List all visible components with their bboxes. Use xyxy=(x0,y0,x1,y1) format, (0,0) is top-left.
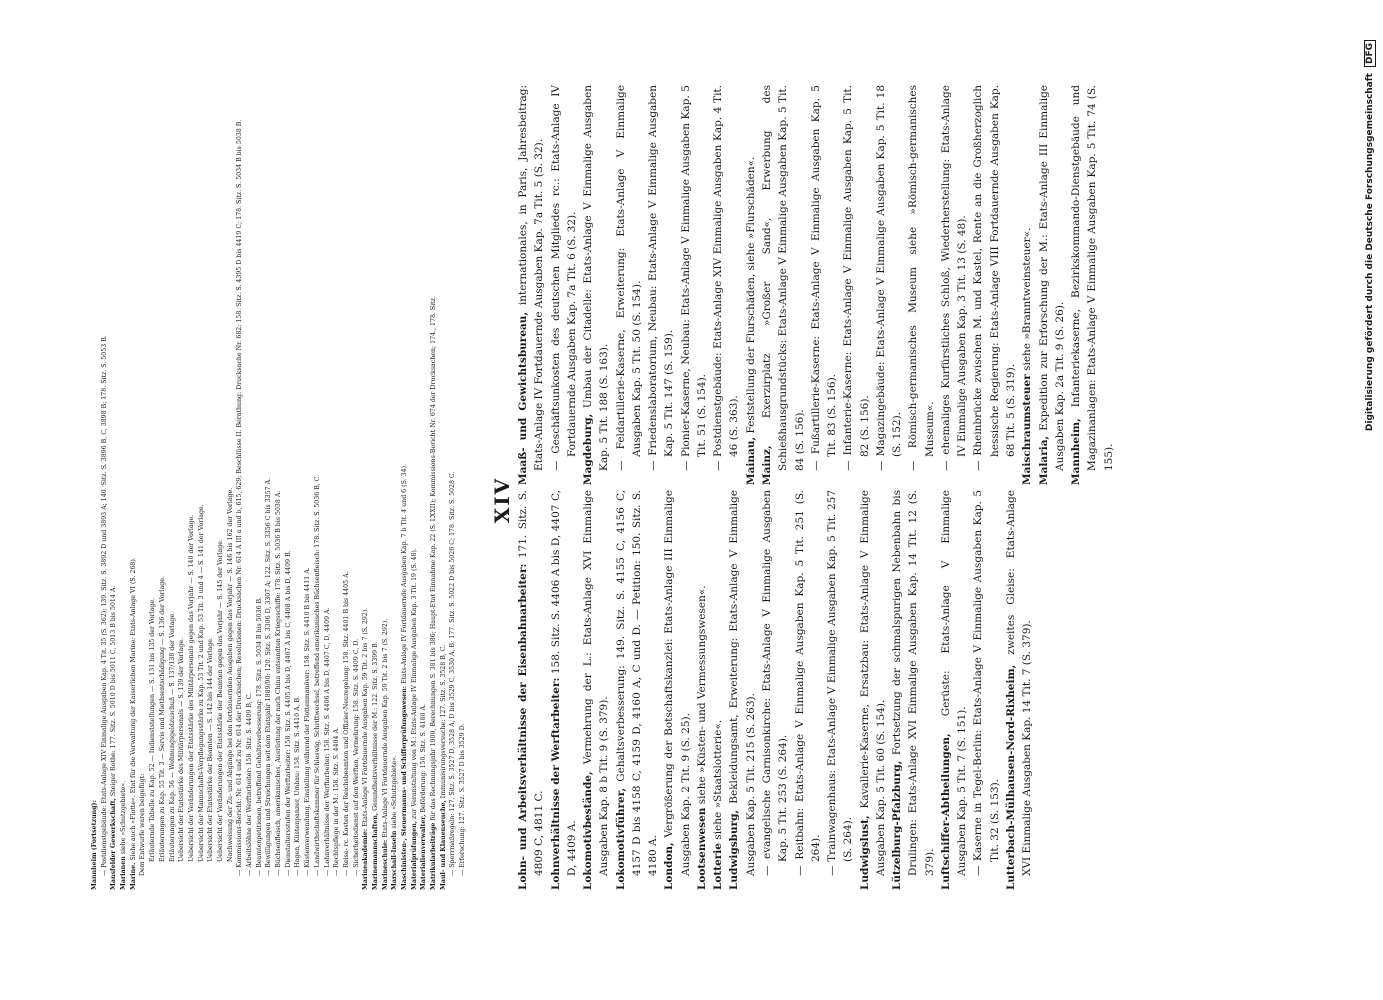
entry-text: — Sperrmaßregeln: 127. Sitz. S. 3527 D, 3528 A, D bis 3529 C, 3530 A, B; 177. Sitz. S. 5022 D bis 5026 C; 178. Sitz. S. 5028 C. xyxy=(449,471,457,876)
digitization-footer xyxy=(1360,0,1380,1000)
entry-text: Siehe auch »Flotte«. Etat für die Verwaltung der Kaiserlichen Marine: Etats-Anlage VI (S. 268). xyxy=(129,557,137,863)
entry-keyword: Luftschiffer-Abtheilungen, xyxy=(939,733,952,890)
entry-text: Vermehrung der L.: Etats-Anlage XVI Einmalige Ausgaben Kap. 8 b Tit. 9 (S. 379). xyxy=(582,490,611,876)
entry-keyword: Lützelburg-Pfalzburg, xyxy=(891,760,904,890)
entry-keyword: Marschall-Inseln xyxy=(391,830,399,890)
entry-text: — ehemaliges Kurfürstliches Schloß, Wiederherstellung: Etats-Anlage IV Einmalige Ausgaben Kap. 3 Tit. 13 (S. 48). xyxy=(939,85,969,471)
entry-text: — Kommissions-Bericht: Nr. 614 und zu Nr. 614 der Drucksachen; Resolutionen: Drucksachen Nr. 614 A III a und b, 615, 629; Beschlüsse II. Berathung: Drucksache Nr. 682; 158. Sitz. S. 4395 D bis 4419 C; 178. Sitz. S. 5034 B bis 5038 B. xyxy=(236,119,244,876)
index-entry xyxy=(410,80,420,890)
entry-keyword: Maul- und Klauenseuche, xyxy=(439,800,447,890)
entry-keyword: Lohnverhältnisse der Werftarbeiter: xyxy=(549,677,562,890)
entry-keyword: Lotterie xyxy=(712,843,725,890)
entry-text: — Büchsenfleisch, amerikanisches, Ausrüstung der nach China entsandten Kriegsschiffe: 178. Sitz. S. 5036 B bis 5038 A. xyxy=(275,490,283,876)
entry-keyword: Marineschule: xyxy=(381,839,389,890)
index-entry xyxy=(429,80,439,890)
entry-text: Umbau der Citadelle: Etats-Anlage V Einmalige Ausgaben Kap. 5 Tit. 188 (S. 163). xyxy=(582,85,611,471)
index-entry xyxy=(303,80,313,890)
entry-text: — Infanterie-Kaserne: Etats-Anlage V Einmalige Ausgaben Kap. 5 Tit. 82 (S. 156). xyxy=(842,85,871,471)
entry-text: Gehaltsverbesserung: 149. Sitz. S. 4155 C, 4156 C, 4157 D bis 4158 C, 4159 D, 4160 A, C und D. — Petition: 150. Sitz. S. 4180 A. xyxy=(614,490,660,876)
entry-text: — Sicherheitsdienst auf den Werften, Vermehrung: 158. Sitz. S. 4409 C, D. xyxy=(352,638,360,876)
index-column-mannheim-marine-entries xyxy=(90,80,468,890)
index-entry xyxy=(759,85,808,485)
index-entry xyxy=(390,80,400,890)
index-entry xyxy=(235,80,245,890)
entry-text: Exerzirplatz »Großer Sand«, Erwerbung des Schießhausgrundstücks: Etats-Anlage V Einmalige Ausgaben Kap. 5 Tit. 84 (S. 156). xyxy=(760,85,806,471)
entry-text: siehe »Branntweinsteuer«. xyxy=(1021,227,1034,375)
index-entry xyxy=(293,80,303,890)
index-entry xyxy=(613,490,662,890)
entry-keyword: Maschinisten-, Steuermanns- und Schifferprüfungswesen: xyxy=(401,685,408,890)
entry-keyword: Lootsenwesen xyxy=(695,807,708,890)
index-entry xyxy=(873,85,906,485)
index-entry xyxy=(759,490,792,890)
index-entry xyxy=(661,490,694,890)
index-column-l-entries xyxy=(515,490,1036,890)
index-entry xyxy=(226,80,236,890)
entry-text: — Feldartillerie-Kaserne, Erweiterung: Etats-Anlage V Einmalige Ausgaben Kap. 5 Tit. 50 (S. 154). xyxy=(614,85,643,471)
entry-text: — Reitbahn: Etats-Anlage V Einmalige Ausgaben Kap. 5 Tit. 251 (S. 264). xyxy=(793,490,822,876)
index-entry xyxy=(970,85,1019,485)
entry-text: Erläuterungen zu Kap. 56 — Wohnungsgeldzuschuß — S. 137/138 der Vorlage. xyxy=(168,611,176,862)
entry-keyword: Marinemannschaften, xyxy=(371,812,379,890)
index-entry xyxy=(1036,85,1069,485)
index-entry xyxy=(905,85,938,485)
index-entry xyxy=(352,80,362,890)
entry-text: Infanteriekaserne, Bezirkskommando-Dienstgebäude und Magazinanlagen: Etats-Anlage V Einmalige Ausgaben Kap. 5 Tit. 74 (S. 155). xyxy=(1070,85,1115,471)
index-entry xyxy=(313,80,323,890)
entry-text: — Römisch-germanisches Museum siehe »Römisch-germanisches Museum«. xyxy=(907,85,936,471)
index-entry xyxy=(400,80,410,890)
index-entry xyxy=(197,80,207,890)
entry-text: Etats-Anlage VI Fortdauernde Ausgaben Kap. 59 Tit. 2 bis 7 (S. 292). xyxy=(381,618,389,840)
entry-text: — Kaserne in Tegel-Berlin: Etats-Anlage V Einmalige Ausgaben Kap. 5 Tit. 32 (S. 153). xyxy=(972,490,1001,876)
index-entry xyxy=(743,85,759,485)
index-entry xyxy=(710,490,726,890)
index-entry xyxy=(889,490,938,890)
index-entry xyxy=(109,80,119,890)
entry-text: Uebersicht der Veränderungen der Etatsstärke des Militärpersonals gegen das Vorjahr — S. 140 der Vorlage. xyxy=(187,514,195,862)
entry-keyword: Lohn- und Arbeitsverhältnisse der Eisenbahnarbeiter: xyxy=(517,563,529,890)
entry-keyword: Ludwigslust, xyxy=(858,815,871,890)
index-entry xyxy=(439,80,449,890)
index-entry xyxy=(792,490,825,890)
entry-keyword: Materialienverwalter, xyxy=(420,814,428,890)
entry-text: Erläuterungen zu Kap. 55 Tit. 3 — Servis und Miethsentschädigung — S. 136 der Vorlage. xyxy=(158,576,166,862)
entry-keyword: London, xyxy=(663,842,676,890)
index-entry xyxy=(580,85,613,485)
footer-text: Digitalisierung gefördert durch die Deutsche Forschungsgemeinschaft xyxy=(1365,73,1375,432)
index-entry xyxy=(515,490,548,890)
entry-keyword: Lutterbach-Mülhausen-Nord-Rixheim, xyxy=(1004,664,1017,890)
index-entry xyxy=(187,80,197,890)
index-entry xyxy=(515,85,548,485)
index-entry xyxy=(1003,490,1036,890)
index-entry xyxy=(808,85,841,485)
index-entry xyxy=(645,85,678,485)
entry-text: siehe »Staatslotterie«. xyxy=(712,719,725,844)
index-entry xyxy=(168,80,178,890)
index-entry xyxy=(216,80,226,890)
entry-text: Gesundheitsverhältnisse der M.: 122. Sitz. S. 3399 B. xyxy=(371,641,379,813)
entry-text: — Pionier-Kaserne, Neubau: Etats-Anlage V Einmalige Ausgaben Kap. 5 Tit. 51 (S. 154). xyxy=(679,85,708,471)
entry-text: — Dienstaltersstufen der Werftarbeiter: 158. Sitz. S. 4405 A bis D, 4407 A bis C, 4408 A bis D, 4409 B. xyxy=(284,550,292,876)
entry-text: Immunisirungsversuche: 127. Sitz. S. 3528 B, C. xyxy=(439,644,447,801)
entry-keyword: Lokomotivbestände, xyxy=(582,771,595,890)
index-entry xyxy=(613,85,646,485)
entry-keyword: Mainau, xyxy=(744,436,757,485)
entry-text: — Hagen, Küstenpanzer, Umbau: 158. Sitz. S. 4410 A, B. xyxy=(294,695,302,876)
entry-text: — Magazingebäude: Etats-Anlage V Einmalige Ausgaben Kap. 5 Tit. 18 (S. 152). xyxy=(874,85,904,471)
index-entry xyxy=(90,80,100,890)
index-entry xyxy=(694,490,710,890)
entry-keyword: Maischraumsteuer xyxy=(1021,374,1034,485)
index-entry xyxy=(1019,85,1035,485)
entry-text: für das Rechnungsjahr 1900, Berechnungen S. 381 bis 386; Haupt-Etat Einnahme Kap. 22 (S. LXXII); Kommissions-Bericht Nr. 674 der Drucksachen; 174., 178. Sitz. xyxy=(430,296,438,823)
index-entry xyxy=(148,80,158,890)
index-entry xyxy=(580,490,613,890)
entry-text: zweites Gleise: Etats-Anlage XVI Einmalige Ausgaben Kap. 14 Tit. 7 (S. 379). xyxy=(1004,490,1034,876)
index-column-m-entries xyxy=(515,85,1117,485)
index-entry xyxy=(332,80,342,890)
entry-keyword: Matrikularbeiträge xyxy=(430,822,438,890)
entry-keyword: Marine. xyxy=(129,862,137,890)
entry-text: Etats-Anlage VI Fortdauernde Ausgaben Kap. 59 Tit. 2 bis 7 (S. 292). xyxy=(362,607,370,829)
entry-text: Beförderung: 150. Sitz. S. 4180 A. xyxy=(420,704,428,815)
index-entry xyxy=(274,80,284,890)
entry-text: — evangelische Garnisonkirche: Etats-Anlage V Einmalige Ausgaben Kap. 5 Tit. 253 (S. 264). xyxy=(760,490,790,876)
index-entry xyxy=(361,80,371,890)
index-entry xyxy=(970,490,1003,890)
entry-keyword: Materialprüfungen, xyxy=(410,821,418,890)
entry-text: — Geschäftsunkosten des deutschen Mitgliedes rc.: Etats-Anlage IV Fortdauernde Ausgaben Kap. 7a Tit. 6 (S. 32). xyxy=(549,85,578,471)
entry-keyword: Mannheim (Fortsetzung): xyxy=(91,800,98,890)
entry-text: — Beamtenpetitionen, betreffend Gehaltsverbesserung: 178. Sitz. S. 5034 B bis 5036 B. xyxy=(255,596,263,876)
entry-text: — Fußartillerie-Kaserne: Etats-Anlage V Einmalige Ausgaben Kap. 5 Tit. 83 (S. 156). xyxy=(809,85,839,471)
entry-text: Uebersicht der Etatsstärke des Militärpersonals — S. 139 der Vorlage. xyxy=(178,637,186,862)
entry-text: — Postdienstgebäude: Etats-Anlage XIV Einmalige Ausgaben Kap. 4 Tit. 46 (S. 363). xyxy=(712,85,741,471)
index-entry xyxy=(284,80,294,890)
index-entry xyxy=(857,490,890,890)
index-entry xyxy=(938,85,971,485)
entry-text: Dem Entwurfe waren beigefügt: xyxy=(139,773,147,876)
index-entry xyxy=(100,80,110,890)
index-entry xyxy=(678,85,711,485)
entry-text: — Rechtspflege in der M.: 158. Sitz. S. 4404 A. xyxy=(333,727,341,876)
index-entry xyxy=(938,490,971,890)
index-entry xyxy=(138,80,148,890)
entry-text: internationales, in Paris, Jahresbeitrag: Etats-Anlage IV Fortdauernde Ausgaben Kap. 7a Tit. 5 (S. 32). xyxy=(517,85,546,471)
index-entry xyxy=(245,80,255,890)
entry-text: — Lohnverhältnisse der Werftarbeiter: 158. Sitz. S. 4406 A bis D, 4407 C, D, 4409 A. xyxy=(323,607,331,876)
index-entry xyxy=(323,80,333,890)
entry-text: Vergrößerung der Botschaftskanzlei: Etats-Anlage III Einmalige Ausgaben Kap. 2 Tit. 9 (S. 25). xyxy=(663,490,692,876)
entry-text: — Küstenverwendung, Einstellung während der Flottenmanöver: 158. Sitz. S. 4410 B bis 4411 A. xyxy=(304,567,312,876)
entry-keyword: Marineakademie: xyxy=(362,828,370,890)
entry-text: — Reise- rc. Kosten der Reichsbeamten und Offizier-Neuregelung: 158. Sitz. 4401 B bis 4405 A. xyxy=(342,571,350,876)
entry-keyword: Lokomotivführer, xyxy=(614,787,627,890)
index-entry xyxy=(371,80,381,890)
index-entry xyxy=(840,85,873,485)
index-entry xyxy=(342,80,352,890)
index-entry xyxy=(119,80,129,890)
index-entry xyxy=(158,80,168,890)
entry-text: — Arbeitslöhne der Werftarbeiter: 158. Sitz. S. 4409 B, C. xyxy=(246,692,253,876)
entry-text: Erläuternde Tabelle zu Kap. 52 — Indienststellungen — S. 131 bis 135 der Vorlage. xyxy=(149,597,157,862)
index-entry xyxy=(548,490,581,890)
entry-keyword: Marianen xyxy=(120,856,128,890)
entry-text: Uebersicht der Veränderungen der Etatsstärke der Beamten gegen das Vorjahr — S. 145 der Vorlage. xyxy=(216,539,224,862)
index-entry xyxy=(419,80,429,890)
index-entry xyxy=(458,80,468,890)
entry-text: — Bewilligungen und Streichungen seit dem Etatsjahr 1889/90: 120. Sitz. S. 3306 D, 3307 A; 122. Sitz. S. 3356 C bis 3357 A. xyxy=(265,477,273,876)
entry-text: Uebersicht der Etatsstärke der Beamten — S. 142 bis 144 der Vorlage. xyxy=(207,637,215,862)
entry-text: Fortsetzung der schmalspurigen Nebenbahn bis Drulingen: Etats-Anlage XVI Einmalige Ausgaben Kap. 14 Tit. 12 (S. 379). xyxy=(891,490,936,876)
entry-text: — Friedenslaboratorium, Neubau: Etats-Anlage V Einmalige Ausgaben Kap. 5 Tit. 147 (S. 159). xyxy=(647,85,676,471)
index-entry xyxy=(206,80,216,890)
entry-keyword: Mainz, xyxy=(760,445,773,485)
entry-text: Expedition zur Erforschung der M.: Etats-Anlage III Einmalige Ausgaben Kap. 2a Tit. 9 (S. 26). xyxy=(1037,85,1066,471)
entry-text: — Erforschung: 127. Sitz. S. 3527 D bis 3529 D. xyxy=(459,723,467,876)
entry-text: — Rheinbrücke zwischen M. und Kastel, Rente an die Großherzoglich hessische Regierung: Etats-Anlage VIII Fortdauernde Ausgaben Kap. 68 Tit. 5 (S. 319). xyxy=(972,85,1017,471)
entry-keyword: Mansfelder Gewerkschaft, xyxy=(110,798,118,890)
entry-text: Feststellung der Flurschäden, siehe »Flurschäden«. xyxy=(744,156,757,437)
entry-text: — Postdienstgebäude: Etats-Anlage XIV Einmalige Ausgaben Kap. 4 Tit. 35 (S. 362); 139. Sitz. S. 3892 D und 3893 A; 140. Sitz. S. 3896 B, C, 3898 B; 178. Sitz. S. 5053 B. xyxy=(100,335,108,876)
entry-keyword: Magdeburg, xyxy=(582,413,595,485)
index-entry xyxy=(548,85,581,485)
index-entry xyxy=(381,80,391,890)
index-entry xyxy=(177,80,187,890)
entry-text: Kavallerie-Kaserne, Ersatzbau: Etats-Anlage V Einmalige Ausgaben Kap. 5 Tit. 60 (S. 154). xyxy=(858,490,887,876)
index-entry xyxy=(726,490,759,890)
entry-text: 158. Sitz. S. 4406 A bis D, 4407 C, D, 4409 A. xyxy=(549,490,578,876)
index-entry xyxy=(129,80,139,890)
dfg-logo: DFG xyxy=(1364,40,1376,67)
index-entry xyxy=(1068,85,1117,485)
entry-keyword: Maaß- und Gewichtsbureau, xyxy=(517,311,529,485)
entry-text: Bekleidungsamt, Erweiterung: Etats-Anlage V Einmalige Ausgaben Kap. 5 Tit. 215 (S. 263). xyxy=(728,490,757,876)
entry-keyword: Malaria, xyxy=(1037,435,1050,485)
index-entry xyxy=(710,85,743,485)
entry-text: Nachweisung der Zu- und Abgänge bei den fortdauernden Ausgaben gegen das Vorjahr — S. 146 bis 162 der Vorlage. xyxy=(226,487,234,862)
entry-text: — Trainwagenhaus: Etats-Anlage V Einmalige Ausgaben Kap. 5 Tit. 257 (S. 264). xyxy=(826,490,855,876)
page-number: XIV xyxy=(490,476,514,524)
entry-keyword: Mannheim, xyxy=(1070,418,1083,485)
index-entry xyxy=(264,80,274,890)
entry-text: — Landwirthschaftskammer für Schleswig, Schriftwechsel, betreffend amerikanisches Büchsenfleisch: 178. Sitz. S. 5036 B, C. xyxy=(313,474,321,876)
entry-text: Steiger Rothe: 177. Sitz. S. 5010 D bis 5011 C, 5013 B bis 5014 A. xyxy=(110,585,118,799)
entry-text: zur Veranstaltung von M.: Etats-Anlage IV Einmalige Ausgaben Kap. 3 Tit. 19 (S. 48). xyxy=(410,548,418,822)
entry-text: siehe »Küsten- und Vermessungswesen«. xyxy=(695,585,708,808)
entry-text: 171. Sitz. S. 4809 C, 4811 C. xyxy=(517,490,546,876)
entry-text: Etats-Anlage IV Fortdauernde Ausgaben Kap. 7 b Tit. 4 und 6 (S. 34). xyxy=(401,464,408,686)
entry-text: siehe »Schutzgebiete«. xyxy=(120,780,128,857)
entry-text: siehe »Schutzgebiete«. xyxy=(391,755,399,831)
entry-text: Uebersicht der Mannschafts-Verpflegungsstärke zu Kap. 53 Tit. 2 und Kap. 53 Tit. 3 und 4 — S. 141 der Vorlage. xyxy=(197,504,205,862)
index-entry xyxy=(448,80,458,890)
index-entry xyxy=(255,80,265,890)
entry-keyword: Ludwigsburg, xyxy=(728,809,741,890)
entry-text: Gerüste: Etats-Anlage V Einmalige Ausgaben Kap. 5 Tit. 7 (S. 151). xyxy=(939,490,969,876)
index-entry xyxy=(824,490,857,890)
